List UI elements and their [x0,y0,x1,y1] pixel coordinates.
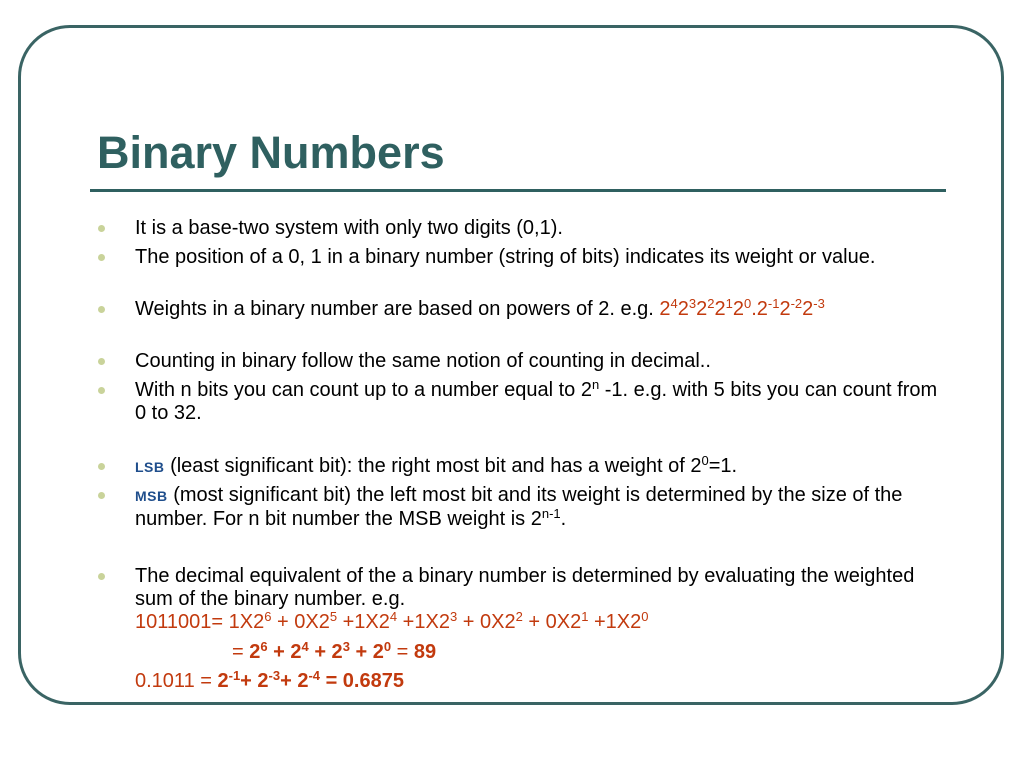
msb-description: (most significant bit) the left most bit and its weight is determined by the size of the number. For n bit number the MSB weight is 2$^{n-1}$. [135,484,903,530]
example-line-3: $0.1011 = 2^{-1}+ 2^{-3}+ 2^{-4} = 0.6875$ [135,668,404,692]
bullet-text: With n bits you can count up to a number equal to 2 [135,379,592,401]
example-line-2: = $2^6 + 2^4 + 2^3 + 2^0 = 89$ [232,639,437,663]
bullet-text-tail: -1. e.g. with 5 bits you can count from 0 to 32. [135,379,938,424]
bullet-item [135,217,940,240]
bullet-text: The decimal equivalent of the a binary number is determined by evaluating the weighted sum of the binary number. e.g. [135,565,915,610]
bullet-text: Weights in a binary number are based on powers of 2. e.g. [135,298,654,320]
bullet-dot-icon [98,387,105,394]
bullet-item [135,455,940,479]
msb-label: MSB [135,488,168,504]
bullet-dot-icon [98,492,105,499]
bullet-text: Counting in binary follow the same notion of counting in decimal.. [135,350,711,372]
bullet-item [135,246,940,269]
bullet-dot-icon [98,306,105,313]
bullet-item: With n bits you can count up to a number equal to 2$^n$ -1. e.g. with 5 bits you can count from 0 to 32. [135,379,940,425]
bullet-dot-icon [98,573,105,580]
bullet-dot-icon [98,225,105,232]
powers-example: $2^42^32^22^12^0.2^{-1}2^{-2}2^{-3}$ [659,296,825,320]
lsb-description: (least significant bit): the right most bit and has a weight of $2^0=1$. [170,453,738,477]
bullet-item [135,565,940,611]
bullet-item [135,298,940,321]
slide-title: Binary Numbers [97,127,445,178]
bullet-item [135,350,940,373]
bullet-dot-icon [98,358,105,365]
example-line-1: $1011001= 1X2^6 + 0X2^5 +1X2^4 +1X2^3 + 0X2^2 + 0X2^1 +1X2^0$ [135,609,649,633]
bullet-dot-icon [98,254,105,261]
bullet-text: The position of a 0, 1 in a binary number (string of bits) indicates its weight or value. [135,246,876,268]
bullet-item [135,484,940,531]
bullet-text: It is a base-two system with only two digits (0,1). [135,217,563,239]
lsb-label: LSB [135,459,165,475]
bullet-dot-icon [98,463,105,470]
